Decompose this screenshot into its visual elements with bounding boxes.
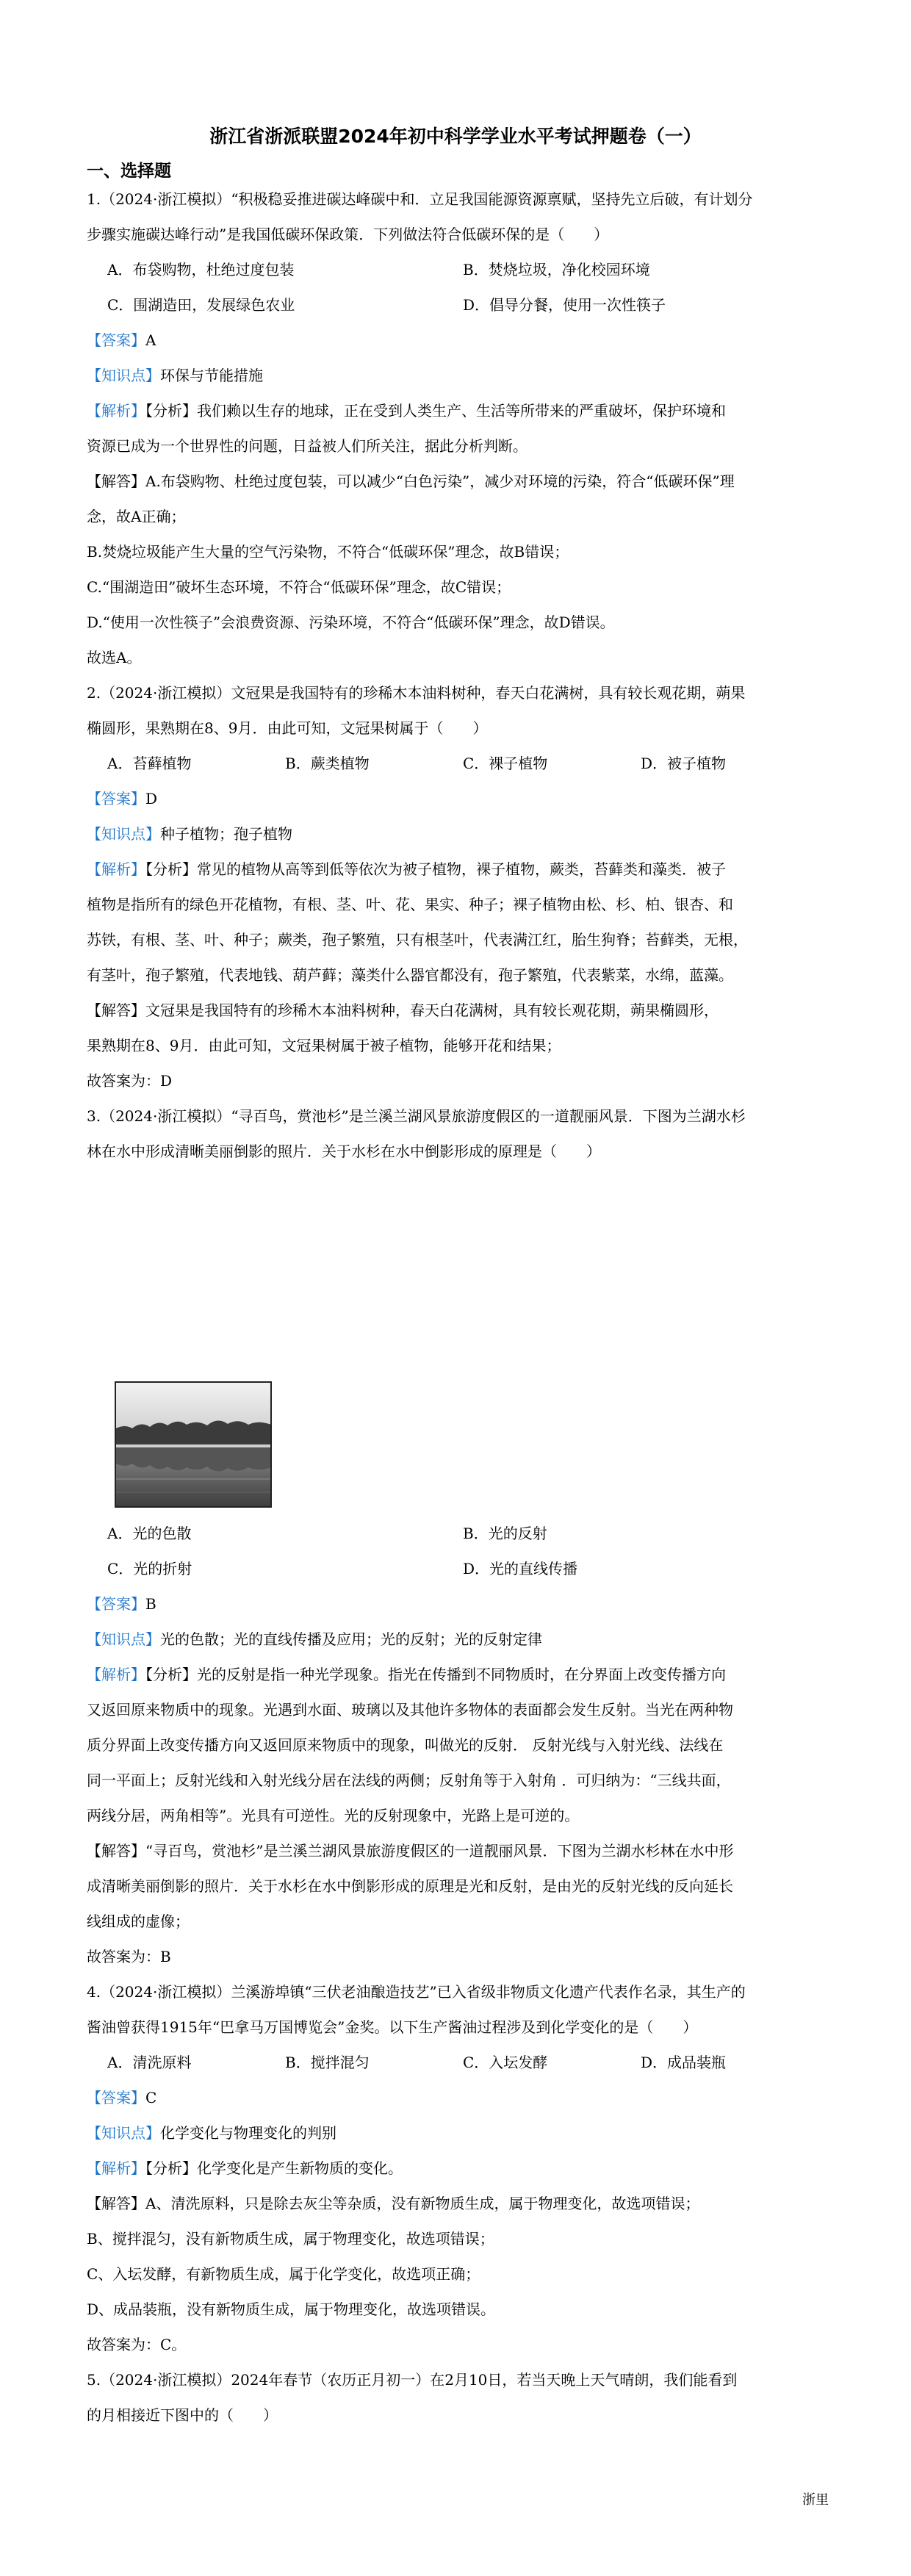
q1-analysis xyxy=(87,401,836,420)
answer-tag: 【答案】 xyxy=(87,790,145,807)
q3-analysis-line-3: 质分界面上改变传播方向又返回原来物质中的现象，叫做光的反射． 反射光线与入射光线、法线在 xyxy=(87,1736,724,1754)
analysis-label: 【分析】 xyxy=(145,860,197,878)
q3-answer-value: B xyxy=(145,1595,156,1613)
solution-label: 【解答】 xyxy=(87,1001,145,1019)
q2-solution xyxy=(87,1001,836,1020)
q5-stem-line-2: 的月相接近下图中的（ ） xyxy=(87,2406,278,2424)
q2-analysis xyxy=(87,860,836,879)
q1-solution xyxy=(87,472,836,491)
q1-analysis-line-2: 资源已成为一个世界性的问题，日益被人们所关注，据此分析判断。 xyxy=(87,437,527,455)
q3-option-a: A．光的色散 xyxy=(107,1525,192,1542)
q5-stem-line-1: 5.（2024·浙江模拟）2024年春节（农历正月初一）在2月10日，若当天晚上天气晴朗，我们能看到 xyxy=(87,2371,738,2389)
analysis-tag: 【解析】 xyxy=(87,402,145,420)
q1-stem-line-1: 1.（2024·浙江模拟）“积极稳妥推进碳达峰碳中和．立足我国能源资源禀赋，坚持先立后破，有计划分 xyxy=(87,190,753,208)
q3-knowledge xyxy=(87,1630,836,1649)
q1-option-c: C．围湖造田，发展绿色农业 xyxy=(107,296,295,314)
q2-conclusion: 故答案为：D xyxy=(87,1072,173,1090)
q1-knowledge xyxy=(87,366,836,385)
q2-answer xyxy=(87,789,836,808)
page-footer: 浙里 xyxy=(802,2492,829,2508)
q3-option-d: D．光的直线传播 xyxy=(463,1560,578,1577)
q2-option-a: A．苔藓植物 xyxy=(107,755,192,772)
q1-solution-line-5: D.“使用一次性筷子”会浪费资源、污染环境，不符合“低碳环保”理念，故D错误。 xyxy=(87,614,615,631)
q3-analysis-line-5: 两线分居，两角相等”。光具有可逆性。光的反射现象中，光路上是可逆的。 xyxy=(87,1807,580,1824)
q4-solution-line-3: C、入坛发酵，有新物质生成，属于化学变化，故选项正确； xyxy=(87,2265,480,2283)
q3-analysis-line-2: 又返回原来物质中的现象。光遇到水面、玻璃以及其他许多物体的表面都会发生反射。当光在两种物 xyxy=(87,1701,733,1719)
knowledge-tag: 【知识点】 xyxy=(87,825,160,843)
solution-label: 【解答】 xyxy=(87,472,145,490)
analysis-tag: 【解析】 xyxy=(87,1666,145,1683)
q1-conclusion: 故选A。 xyxy=(87,649,142,666)
q4-solution-line-1: 【解答】A、清洗原料，只是除去灰尘等杂质，没有新物质生成，属于物理变化，故选项错误； xyxy=(87,2195,700,2212)
q1-answer xyxy=(87,331,836,350)
q1-knowledge-text: 环保与节能措施 xyxy=(160,367,263,384)
q4-knowledge-text: 化学变化与物理变化的判别 xyxy=(160,2124,336,2142)
q2-knowledge xyxy=(87,824,836,843)
q4-analysis xyxy=(87,2159,836,2178)
analysis-label: 【分析】 xyxy=(145,1666,197,1683)
knowledge-tag: 【知识点】 xyxy=(87,2124,160,2142)
q4-stem-line-2: 酱油曾获得1915年“巴拿马万国博览会”金奖。以下生产酱油过程涉及到化学变化的是（ ） xyxy=(87,2018,698,2036)
q3-solution xyxy=(87,1841,836,1860)
section-heading: 一、选择题 xyxy=(87,162,171,181)
analysis-tag: 【解析】 xyxy=(87,2159,145,2177)
q2-analysis-line-3: 苏铁，有根、茎、叶、种子；蕨类，孢子繁殖，只有根茎叶，代表满江红，胎生狗脊；苔藓类，无根， xyxy=(87,931,748,949)
q3-option-b: B．光的反射 xyxy=(463,1525,547,1542)
q3-solution-line-3: 线组成的虚像； xyxy=(87,1913,190,1930)
q2-analysis-line-4: 有茎叶，孢子繁殖，代表地钱、葫芦藓；藻类什么器官都没有，孢子繁殖，代表紫菜，水绵，蓝藻。 xyxy=(87,966,733,984)
q2-answer-value: D xyxy=(145,790,158,807)
q2-option-b: B．蕨类植物 xyxy=(285,755,370,772)
q3-conclusion: 故答案为：B xyxy=(87,1948,171,1965)
q1-option-a: A．布袋购物，杜绝过度包装 xyxy=(107,261,295,278)
q4-option-a: A．清洗原料 xyxy=(107,2054,192,2071)
q2-option-c: C．裸子植物 xyxy=(463,755,548,772)
q3-analysis-line-1: 光的反射是指一种光学现象。指光在传播到不同物质时，在分界面上改变传播方向 xyxy=(197,1666,726,1683)
lake-reflection-photo xyxy=(115,1381,272,1508)
knowledge-tag: 【知识点】 xyxy=(87,1630,160,1648)
q3-analysis xyxy=(87,1665,836,1684)
q4-analysis-line-1: 化学变化是产生新物质的变化。 xyxy=(197,2159,403,2177)
q4-option-b: B．搅拌混匀 xyxy=(285,2054,370,2071)
q1-solution-line-1: A.布袋购物、杜绝过度包装，可以减少“白色污染”，减少对环境的污染，符合“低碳环保”理 xyxy=(145,472,735,490)
q3-knowledge-text: 光的色散；光的直线传播及应用；光的反射；光的反射定律 xyxy=(160,1630,542,1648)
q4-option-d: D．成品装瓶 xyxy=(641,2054,727,2071)
q4-stem-line-1: 4.（2024·浙江模拟）兰溪游埠镇“三伏老油酿造技艺”已入省级非物质文化遗产代表作名录，其生产的 xyxy=(87,1983,746,2001)
q1-option-b: B．焚烧垃圾，净化校园环境 xyxy=(463,261,650,278)
q2-stem-line-2: 椭圆形，果熟期在8、9月．由此可知，文冠果树属于（ ） xyxy=(87,719,488,737)
lake-reflection-image xyxy=(116,1383,272,1508)
solution-label: 【解答】 xyxy=(87,1842,145,1860)
q3-solution-line-2: 成清晰美丽倒影的照片．关于水杉在水中倒影形成的原理是光和反射，是由光的反射光线的反向延长 xyxy=(87,1877,733,1895)
q4-knowledge xyxy=(87,2123,836,2143)
analysis-label: 【分析】 xyxy=(145,2159,197,2177)
q4-solution-line-4: D、成品装瓶，没有新物质生成，属于物理变化，故选项错误。 xyxy=(87,2300,496,2318)
analysis-label: 【分析】 xyxy=(145,402,197,420)
analysis-tag: 【解析】 xyxy=(87,860,145,878)
q1-solution-line-3: B.焚烧垃圾能产生大量的空气污染物，不符合“低碳环保”理念，故B错误； xyxy=(87,543,569,561)
q2-analysis-line-1: 常见的植物从高等到低等依次为被子植物，裸子植物，蕨类，苔藓类和藻类．被子 xyxy=(197,860,726,878)
q2-stem-line-1: 2.（2024·浙江模拟）文冠果是我国特有的珍稀木本油料树种，春天白花满树，具有较长观花期，蒴果 xyxy=(87,684,746,702)
q1-option-d: D．倡导分餐，使用一次性筷子 xyxy=(463,296,666,314)
q1-solution-line-2: 念，故A正确； xyxy=(87,508,186,525)
q2-option-d: D．被子植物 xyxy=(641,755,727,772)
q3-stem-line-2: 林在水中形成清晰美丽倒影的照片．关于水杉在水中倒影形成的原理是（ ） xyxy=(87,1143,601,1160)
q4-option-c: C．入坛发酵 xyxy=(463,2054,548,2071)
q3-analysis-line-4: 同一平面上；反射光线和入射光线分居在法线的两侧；反射角等于入射角 ．可归纳为：“三线共面， xyxy=(87,1771,731,1789)
q3-option-c: C．光的折射 xyxy=(107,1560,192,1577)
answer-tag: 【答案】 xyxy=(87,1595,145,1613)
q4-solution-line-2: B、搅拌混匀，没有新物质生成，属于物理变化，故选项错误； xyxy=(87,2230,494,2248)
q3-solution-line-1: “寻百鸟，赏池杉”是兰溪兰湖风景旅游度假区的一道靓丽风景．下图为兰湖水杉林在水中形 xyxy=(145,1842,734,1860)
q1-analysis-line-1: 我们赖以生存的地球，正在受到人类生产、生活等所带来的严重破坏，保护环境和 xyxy=(197,402,726,420)
q3-answer xyxy=(87,1594,836,1613)
q1-answer-value: A xyxy=(145,331,156,349)
q4-conclusion: 故答案为：C。 xyxy=(87,2336,187,2353)
q2-knowledge-text: 种子植物；孢子植物 xyxy=(160,825,292,843)
q1-stem-line-2: 步骤实施碳达峰行动”是我国低碳环保政策．下列做法符合低碳环保的是（ ） xyxy=(87,226,609,243)
q4-answer-value: C xyxy=(145,2089,157,2107)
answer-tag: 【答案】 xyxy=(87,2089,145,2107)
q2-solution-line-1: 文冠果是我国特有的珍稀木本油料树种，春天白花满树，具有较长观花期，蒴果椭圆形， xyxy=(145,1001,719,1019)
q2-analysis-line-2: 植物是指所有的绿色开花植物，有根、茎、叶、花、果实、种子；裸子植物由松、杉、柏、银杏、和 xyxy=(87,896,733,913)
q3-stem-line-1: 3.（2024·浙江模拟）“寻百鸟，赏池杉”是兰溪兰湖风景旅游度假区的一道靓丽风景．下图为兰湖水杉 xyxy=(87,1107,746,1125)
page-title: 浙江省浙派联盟2024年初中科学学业水平考试押题卷（一） xyxy=(209,126,702,147)
q4-answer xyxy=(87,2088,836,2107)
q2-solution-line-2: 果熟期在8、9月．由此可知，文冠果树属于被子植物，能够开花和结果； xyxy=(87,1037,561,1054)
answer-tag: 【答案】 xyxy=(87,331,145,349)
knowledge-tag: 【知识点】 xyxy=(87,367,160,384)
q1-solution-line-4: C.“围湖造田”破坏生态环境，不符合“低碳环保”理念，故C错误； xyxy=(87,578,511,596)
